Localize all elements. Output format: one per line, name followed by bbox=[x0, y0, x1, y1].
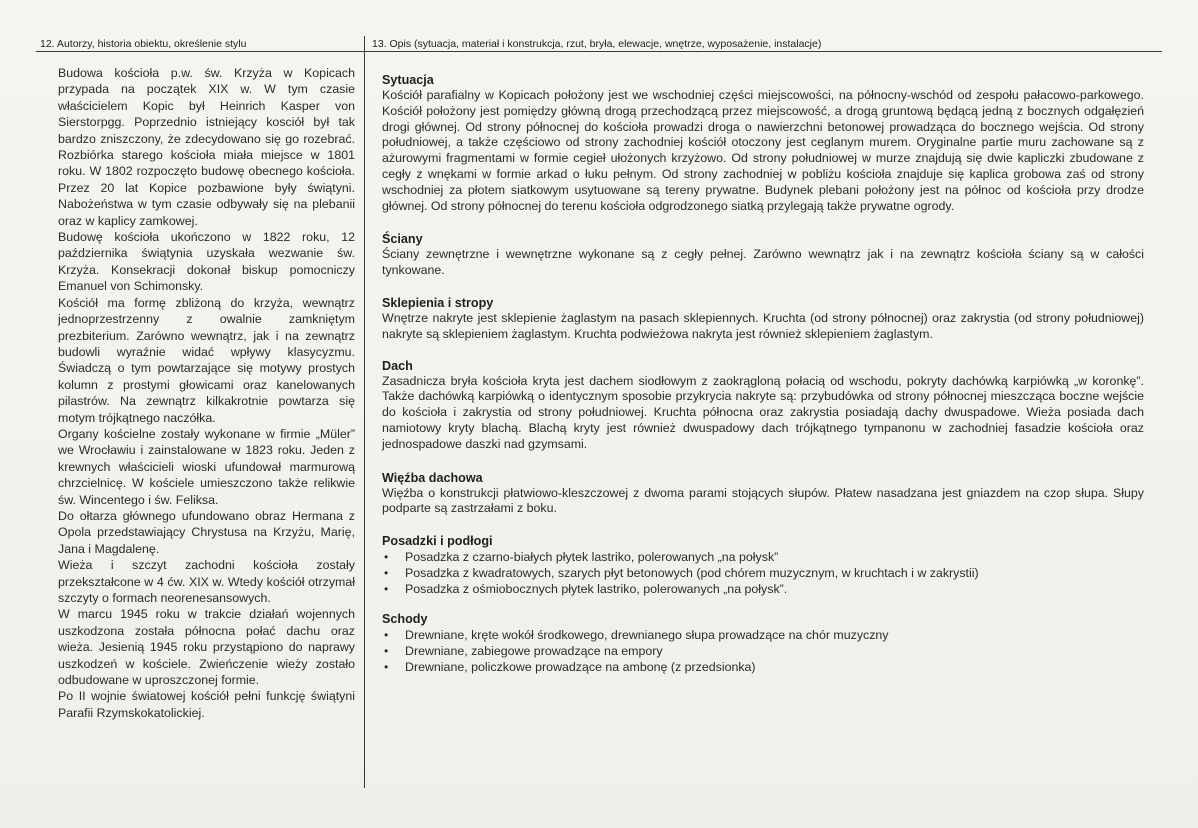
history-paragraph: Do ołtarza głównego ufundowano obraz Hermana z Opola przedstawiający Chrystusa na Krzyżu, Marię, Jana i Magdalenę. bbox=[58, 508, 355, 556]
bullet-icon: • bbox=[384, 582, 389, 597]
section-text: Kościół parafialny w Kopicach położony jest we wschodniej części miejscowości, na północny-wschód od zespołu pałacowo-parkowego. Kościół położony jest pomiędzy główną drogą przechodzącą przez miejscowość, a drogą gruntową będącą jedną z bocznych odgałęzień drogi głównej. Od strony północnej do kościoła prowadzi droga o nawierzchni betonowej prowadząca do bocznego wejścia. Od strony południowej, a także częściowo od strony zachodniej kościół otoczony jest ceglanym murem. Oryginalne partie muru zachowane są z ażurowymi fragmentami w formie cegieł ułożonych krzyżowo. Od strony południowej w murze znajdują się dwie kapliczki zbudowane z cegły z wnękami w formie arkad o łuku pełnym. Od strony zachodniej w pobliżu kościoła znajduje się kaplica grobowa zaś od strony wschodniej za płotem siatkowym usytuowane są tereny prywatne. Budynek plebani położony jest na północ od kościoła przy drodze głównej. Od strony północnej do terenu kościoła odgrodzonego siatką przylegają także prywatne ogrody. bbox=[382, 88, 1144, 213]
bullet-icon: • bbox=[384, 660, 389, 675]
section-heading: Posadzki i podłogi bbox=[382, 534, 493, 549]
section-text: Ściany zewnętrzne i wewnętrzne wykonane są z cegły pełnej. Zarówno wewnątrz jak i na zewnątrz kościoła ściany są w całości tynkowane. bbox=[382, 247, 1144, 278]
history-paragraph: W marcu 1945 roku w trakcie działań wojennych uszkodzona została północna połać dachu oraz wieża. Jesienią 1945 roku przystąpiono do naprawy uszkodzeń w kościele. Zwieńczenie wieży zostało odbudowane w uproszczonej formie. bbox=[58, 607, 355, 688]
section-text: Więźba o konstrukcji płatwiowo-kleszczowej z dwoma parami stojących słupów. Płatew nasadzana jest gniazdem na czop słupa. Słupy podparte są zastrzałami z boku. bbox=[382, 485, 1144, 516]
history-paragraph: Po II wojnie światowej kościół pełni funkcję świątyni Parafii Rzymskokatolickiej. bbox=[58, 689, 355, 720]
history-paragraph: Organy kościelne zostały wykonane w firmie „Müler” we Wrocławiu i zainstalowane w 1823 roku. Jeden z krewnych właścicieli wioski ufundował marmurową chrzcielnicę. W kościele umieszczono także relikwie św. Wincentego i św. Feliksa. bbox=[58, 426, 355, 507]
bullet-list bbox=[382, 627, 1144, 675]
section-heading: Schody bbox=[382, 612, 428, 627]
list-item: • Drewniane, zabiegowe prowadzące na empory bbox=[384, 644, 663, 659]
section-header-12: 12. Autorzy, historia obiektu, określenie stylu bbox=[40, 38, 247, 50]
description-column bbox=[382, 72, 1144, 690]
section-sytuacja bbox=[382, 72, 1144, 214]
section-wiezba bbox=[382, 470, 1144, 518]
bullet-icon: • bbox=[384, 566, 389, 581]
list-item: • Posadzka z kwadratowych, szarych płyt betonowych (pod chórem muzycznym, w kruchtach i w zakrystii) bbox=[384, 566, 979, 581]
section-heading: Sklepienia i stropy bbox=[382, 295, 494, 310]
column-divider bbox=[364, 36, 365, 788]
list-item: • Posadzka z ośmiobocznych płytek lastriko, polerowanych „na połysk”. bbox=[384, 582, 788, 597]
history-paragraph: Wieża i szczyt zachodni kościoła zostały przekształcone w 4 ćw. XIX w. Wtedy kościół otrzymał szczyty o formach neorenesansowych. bbox=[58, 558, 355, 605]
list-item: • Drewniane, kręte wokół środkowego, drewnianego słupa prowadzące na chór muzyczny bbox=[384, 628, 889, 643]
section-heading: Ściany bbox=[382, 232, 423, 247]
history-paragraph: Budowę kościoła ukończono w 1822 roku, 12 października świątynia uzyskała wezwanie św. Krzyża. Konsekracji dokonał biskup pomocniczy Emanuel von Schimonsky. bbox=[58, 230, 355, 294]
section-heading: Dach bbox=[382, 358, 413, 373]
section-posadzki bbox=[382, 533, 1144, 597]
bullet-icon: • bbox=[384, 550, 389, 565]
history-paragraph: Kościół ma formę zbliżoną do krzyża, wewnątrz jednoprzestrzenny z owalnie zamkniętym prezbiterium. Zarówno wewnątrz, jak i na zewnątrz budowli wyraźnie widać wpływy klasycyzmu. Świadczą o tym powtarzające się motywy prostych kolumn z prostymi głowicami oraz kanelowanych pilastrów. Na zewnątrz kilkakrotnie powtarza się motym trójkątnego naczółka. bbox=[58, 295, 355, 425]
header-rule bbox=[36, 51, 1162, 52]
history-paragraph: Budowa kościoła p.w. św. Krzyża w Kopicach przypada na początek XIX w. W tym czasie właścicielem Kopic był Heinrich Kasper von Sierstorpgg. Poprzednio istniejący kosciół był tak bardzo zniszczony, że zdecydowano się go rozebrać. Rozbiórka starego kościoła miała miejsce w 1801 roku. W 1802 rozpoczęto budowę obecnego kościoła. Przez 20 lat Kopice pozbawione były świątyni. Nabożeństwa w tym czasie odbywały się na plebanii oraz w kaplicy zamkowej. bbox=[58, 66, 355, 228]
section-heading: Więźba dachowa bbox=[382, 470, 483, 485]
section-header-13: 13. Opis (sytuacja, materiał i konstrukcja, rzut, bryła, elewacje, wnętrze, wyposażenie, instalacje) bbox=[372, 38, 822, 50]
section-text: Wnętrze nakryte jest sklepienie żaglastym na pasach sklepiennych. Kruchta (od strony północnej) oraz zakrystia (od strony południowej) nakryte są sklepieniem żaglastym. Kruchta podwieżowa nakryta jest również sklepieniem żaglastym. bbox=[382, 310, 1144, 341]
bullet-icon: • bbox=[384, 644, 389, 659]
section-dach bbox=[382, 358, 1144, 453]
section-text: Zasadnicza bryła kościoła kryta jest dachem siodłowym z zaokrągloną połacią od wschodu, pokryty dachówką karpiówką „w koronkę”. Także dachówką karpiówką o identycznym sposobie przykrycia nakryte są: przybudówka od strony północnej mieszcząca boczne wejście do kościoła i zakrystia od strony południowej. Kruchta północna oraz zakrystia posiadają dachy dwuspadowe. Wieża posiada dach namiotowy kryty blachą. Blachą kryty jest również dwuspadowy dach trójkątnego tympanonu w zachodniej fasadzie kościoła oraz jednospadowe daszki nad gzymsami. bbox=[382, 373, 1144, 451]
section-heading: Sytuacja bbox=[382, 73, 434, 87]
bullet-icon: • bbox=[384, 628, 389, 643]
history-column bbox=[58, 65, 355, 721]
list-item: • Posadzka z czarno-białych płytek lastriko, polerowanych „na połysk” bbox=[384, 550, 779, 565]
section-sklepienia bbox=[382, 295, 1144, 343]
list-item: • Drewniane, policzkowe prowadzące na ambonę (z przedsionka) bbox=[384, 660, 756, 675]
section-schody bbox=[382, 611, 1144, 675]
section-sciany bbox=[382, 231, 1144, 279]
bullet-list bbox=[382, 549, 1144, 597]
